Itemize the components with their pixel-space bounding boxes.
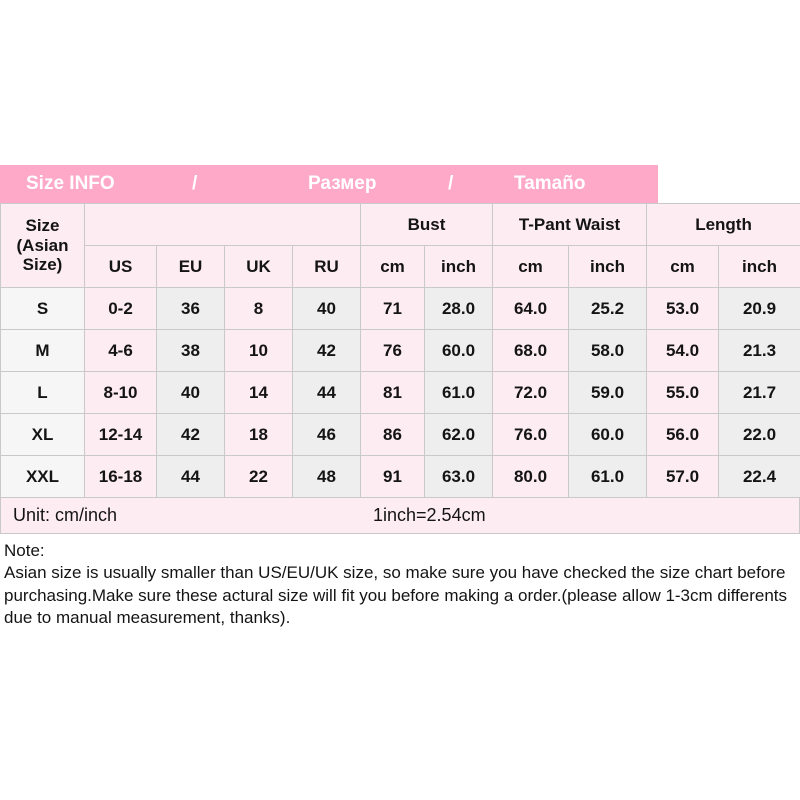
header-size-line1: Size	[25, 216, 60, 236]
cell-length-cm: 57.0	[647, 456, 719, 498]
cell-bust-cm: 86	[361, 414, 425, 456]
cell-bust-inch: 62.0	[425, 414, 493, 456]
header-sub-waist-inch: inch	[569, 246, 647, 288]
cell-size: XL	[1, 414, 85, 456]
title-size-info: Size INFO	[26, 173, 115, 194]
cell-waist-inch: 59.0	[569, 372, 647, 414]
cell-size: M	[1, 330, 85, 372]
cell-ru: 46	[293, 414, 361, 456]
cell-eu: 38	[157, 330, 225, 372]
header-sub-us: US	[85, 246, 157, 288]
cell-ru: 40	[293, 288, 361, 330]
header-size-line3: Size)	[22, 255, 63, 275]
cell-bust-cm: 71	[361, 288, 425, 330]
header-sub-bust-cm: cm	[361, 246, 425, 288]
cell-eu: 36	[157, 288, 225, 330]
cell-waist-cm: 76.0	[493, 414, 569, 456]
cell-eu: 40	[157, 372, 225, 414]
cell-length-inch: 21.7	[719, 372, 800, 414]
note-block	[0, 534, 800, 630]
header-size-line2: (Asian	[16, 235, 69, 255]
cell-length-inch: 22.0	[719, 414, 800, 456]
header-sub-length-cm: cm	[647, 246, 719, 288]
cell-bust-inch: 60.0	[425, 330, 493, 372]
conversion-label: 1inch=2.54cm	[373, 505, 486, 525]
header-size-asian	[1, 204, 85, 288]
cell-waist-inch: 61.0	[569, 456, 647, 498]
cell-length-inch: 21.3	[719, 330, 800, 372]
header-group-tpant-waist: T-Pant Waist	[493, 204, 647, 246]
cell-length-cm: 54.0	[647, 330, 719, 372]
cell-uk: 22	[225, 456, 293, 498]
cell-uk: 10	[225, 330, 293, 372]
cell-us: 4-6	[85, 330, 157, 372]
header-sub-ru: RU	[293, 246, 361, 288]
cell-bust-inch: 28.0	[425, 288, 493, 330]
cell-bust-cm: 91	[361, 456, 425, 498]
cell-waist-inch: 25.2	[569, 288, 647, 330]
cell-us: 8-10	[85, 372, 157, 414]
cell-length-inch: 20.9	[719, 288, 800, 330]
header-region-spacer	[85, 204, 361, 246]
note-label: Note:	[4, 541, 45, 560]
cell-waist-inch: 58.0	[569, 330, 647, 372]
title-separator-1: /	[192, 173, 198, 194]
cell-bust-inch: 63.0	[425, 456, 493, 498]
header-sub-bust-inch: inch	[425, 246, 493, 288]
cell-length-inch: 22.4	[719, 456, 800, 498]
cell-eu: 42	[157, 414, 225, 456]
chart-title-band	[0, 165, 658, 203]
unit-label: Unit: cm/inch	[13, 505, 118, 525]
title-separator-2: /	[448, 173, 454, 194]
header-group-bust: Bust	[361, 204, 493, 246]
cell-length-cm: 53.0	[647, 288, 719, 330]
cell-bust-cm: 76	[361, 330, 425, 372]
cell-size: S	[1, 288, 85, 330]
table-row	[1, 456, 800, 498]
cell-bust-cm: 81	[361, 372, 425, 414]
table-row	[1, 330, 800, 372]
cell-bust-inch: 61.0	[425, 372, 493, 414]
header-sub-waist-cm: cm	[493, 246, 569, 288]
cell-size: XXL	[1, 456, 85, 498]
cell-ru: 42	[293, 330, 361, 372]
cell-eu: 44	[157, 456, 225, 498]
table-row	[1, 414, 800, 456]
cell-uk: 14	[225, 372, 293, 414]
table-row	[1, 372, 800, 414]
cell-waist-cm: 68.0	[493, 330, 569, 372]
cell-uk: 18	[225, 414, 293, 456]
size-table	[0, 203, 800, 498]
title-razmer: Размер	[308, 173, 377, 194]
cell-waist-cm: 64.0	[493, 288, 569, 330]
header-sub-length-inch: inch	[719, 246, 800, 288]
cell-length-cm: 56.0	[647, 414, 719, 456]
size-chart	[0, 165, 800, 630]
unit-row	[0, 498, 800, 534]
cell-waist-cm: 80.0	[493, 456, 569, 498]
header-sub-eu: EU	[157, 246, 225, 288]
cell-us: 16-18	[85, 456, 157, 498]
table-header-groups	[1, 204, 800, 246]
header-sub-uk: UK	[225, 246, 293, 288]
cell-waist-inch: 60.0	[569, 414, 647, 456]
note-body: Asian size is usually smaller than US/EU/UK size, so make sure you have checked the size chart before purchasing.Make sure these actural size will fit you before making a order.(please allow 1-3cm differents due to manual measurement, thanks).	[4, 563, 788, 628]
title-tamano: Tamaño	[514, 173, 586, 194]
cell-uk: 8	[225, 288, 293, 330]
cell-ru: 48	[293, 456, 361, 498]
cell-us: 12-14	[85, 414, 157, 456]
table-header-subs	[1, 246, 800, 288]
header-group-length: Length	[647, 204, 800, 246]
cell-us: 0-2	[85, 288, 157, 330]
cell-size: L	[1, 372, 85, 414]
cell-length-cm: 55.0	[647, 372, 719, 414]
cell-waist-cm: 72.0	[493, 372, 569, 414]
table-row	[1, 288, 800, 330]
cell-ru: 44	[293, 372, 361, 414]
